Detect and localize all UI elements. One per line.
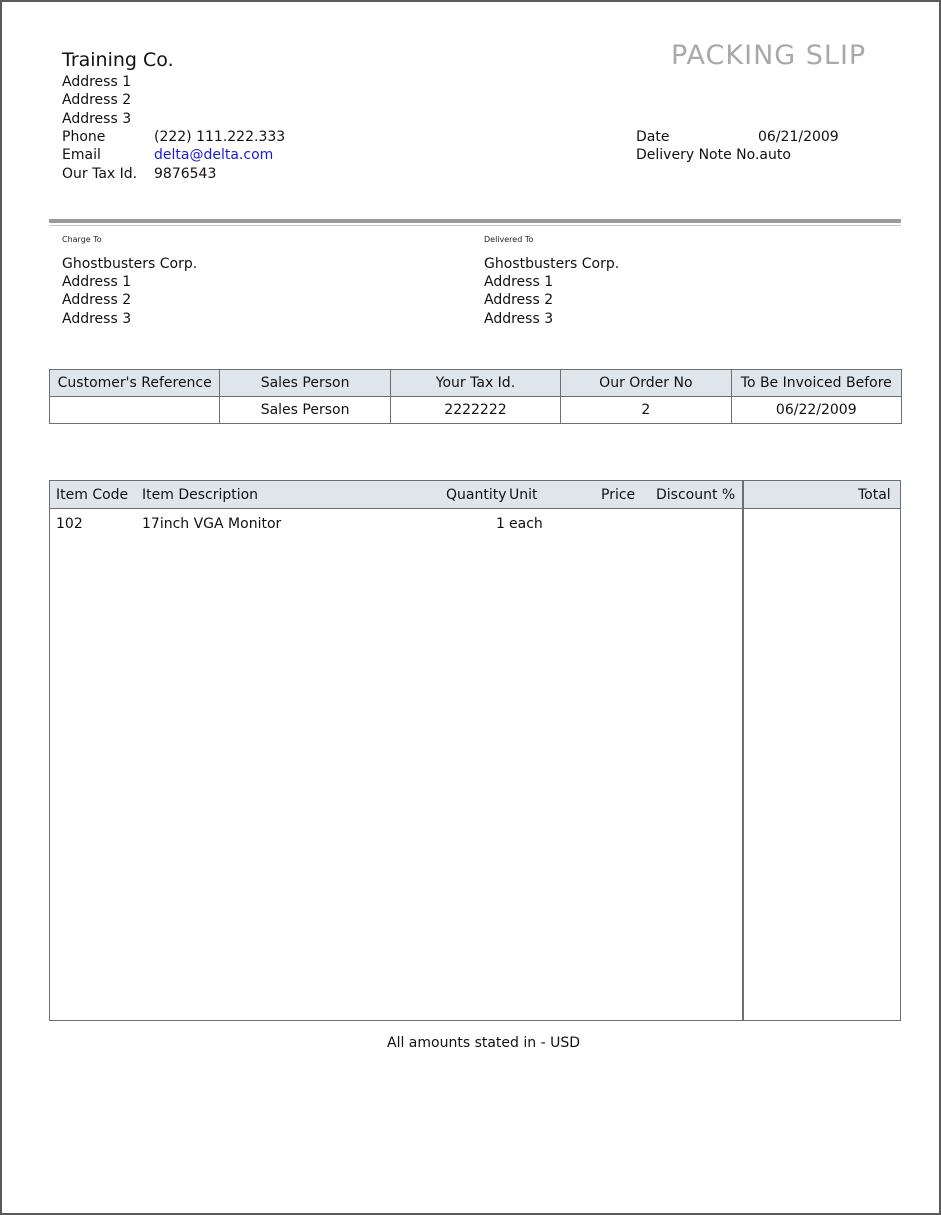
your-tax-id-value: 2222222 — [390, 397, 560, 424]
item-row-1-code: 102 — [56, 516, 83, 532]
item-row-1-quantity: 1 — [496, 516, 505, 532]
date-label: Date — [636, 129, 670, 145]
date-value: 06/21/2009 — [758, 129, 839, 145]
item-description-header: Item Description — [142, 487, 259, 503]
tax-label: Our Tax Id. — [62, 166, 138, 182]
invoice-before-header: To Be Invoiced Before — [731, 370, 901, 397]
unit-header: Unit — [509, 487, 538, 503]
discount-header: Discount % — [656, 487, 736, 503]
delivery-note-label: Delivery Note No. — [636, 147, 760, 163]
quantity-header: Quantity — [446, 487, 507, 503]
items-table — [49, 480, 901, 1021]
date-row — [636, 128, 839, 147]
item-row-1-description: 17inch VGA Monitor — [142, 516, 282, 532]
company-address-3: Address 3 — [62, 111, 132, 127]
customer-reference-header: Customer's Reference — [50, 370, 220, 397]
header-divider-thin — [49, 225, 901, 226]
phone-label: Phone — [62, 129, 106, 145]
delivery-note-value: auto — [759, 147, 791, 163]
item-code-header: Item Code — [56, 487, 129, 503]
sales-person-value: Sales Person — [220, 397, 390, 424]
charge-to-address-2: Address 2 — [62, 292, 132, 308]
total-header: Total — [858, 487, 891, 503]
sales-person-header: Sales Person — [220, 370, 390, 397]
total-column-divider — [742, 481, 744, 1020]
charge-to-name: Ghostbusters Corp. — [62, 256, 198, 272]
email-label: Email — [62, 147, 101, 163]
delivered-to-address-1: Address 1 — [484, 274, 554, 290]
company-email-row — [62, 146, 273, 165]
delivered-to-address-3: Address 3 — [484, 311, 554, 327]
our-order-no-value: 2 — [561, 397, 731, 424]
tax-value: 9876543 — [154, 166, 217, 182]
our-order-no-header: Our Order No — [561, 370, 731, 397]
reference-table — [49, 369, 902, 424]
delivered-to-name: Ghostbusters Corp. — [484, 256, 620, 272]
charge-to-label: Charge To — [62, 235, 102, 244]
company-address-2: Address 2 — [62, 92, 132, 108]
customer-reference-value — [50, 397, 220, 424]
currency-note: All amounts stated in - USD — [387, 1035, 580, 1051]
price-header: Price — [601, 487, 636, 503]
delivered-to-label: Delivered To — [484, 235, 534, 244]
email-link[interactable]: delta@delta.com — [154, 147, 274, 163]
charge-to-address-3: Address 3 — [62, 311, 132, 327]
reference-header-row — [50, 370, 902, 397]
company-address-1: Address 1 — [62, 74, 132, 90]
reference-value-row — [50, 397, 902, 424]
company-name: Training Co. — [62, 49, 174, 71]
charge-to-address-1: Address 1 — [62, 274, 132, 290]
phone-value: (222) 111.222.333 — [154, 129, 286, 145]
invoice-before-value: 06/22/2009 — [731, 397, 901, 424]
item-row-1-unit: each — [509, 516, 543, 532]
document-title: PACKING SLIP — [671, 40, 867, 71]
delivery-note-row — [636, 146, 791, 165]
your-tax-id-header: Your Tax Id. — [390, 370, 560, 397]
header-divider — [49, 219, 901, 223]
company-phone-row — [62, 128, 285, 147]
company-tax-row — [62, 165, 216, 184]
delivered-to-address-2: Address 2 — [484, 292, 554, 308]
